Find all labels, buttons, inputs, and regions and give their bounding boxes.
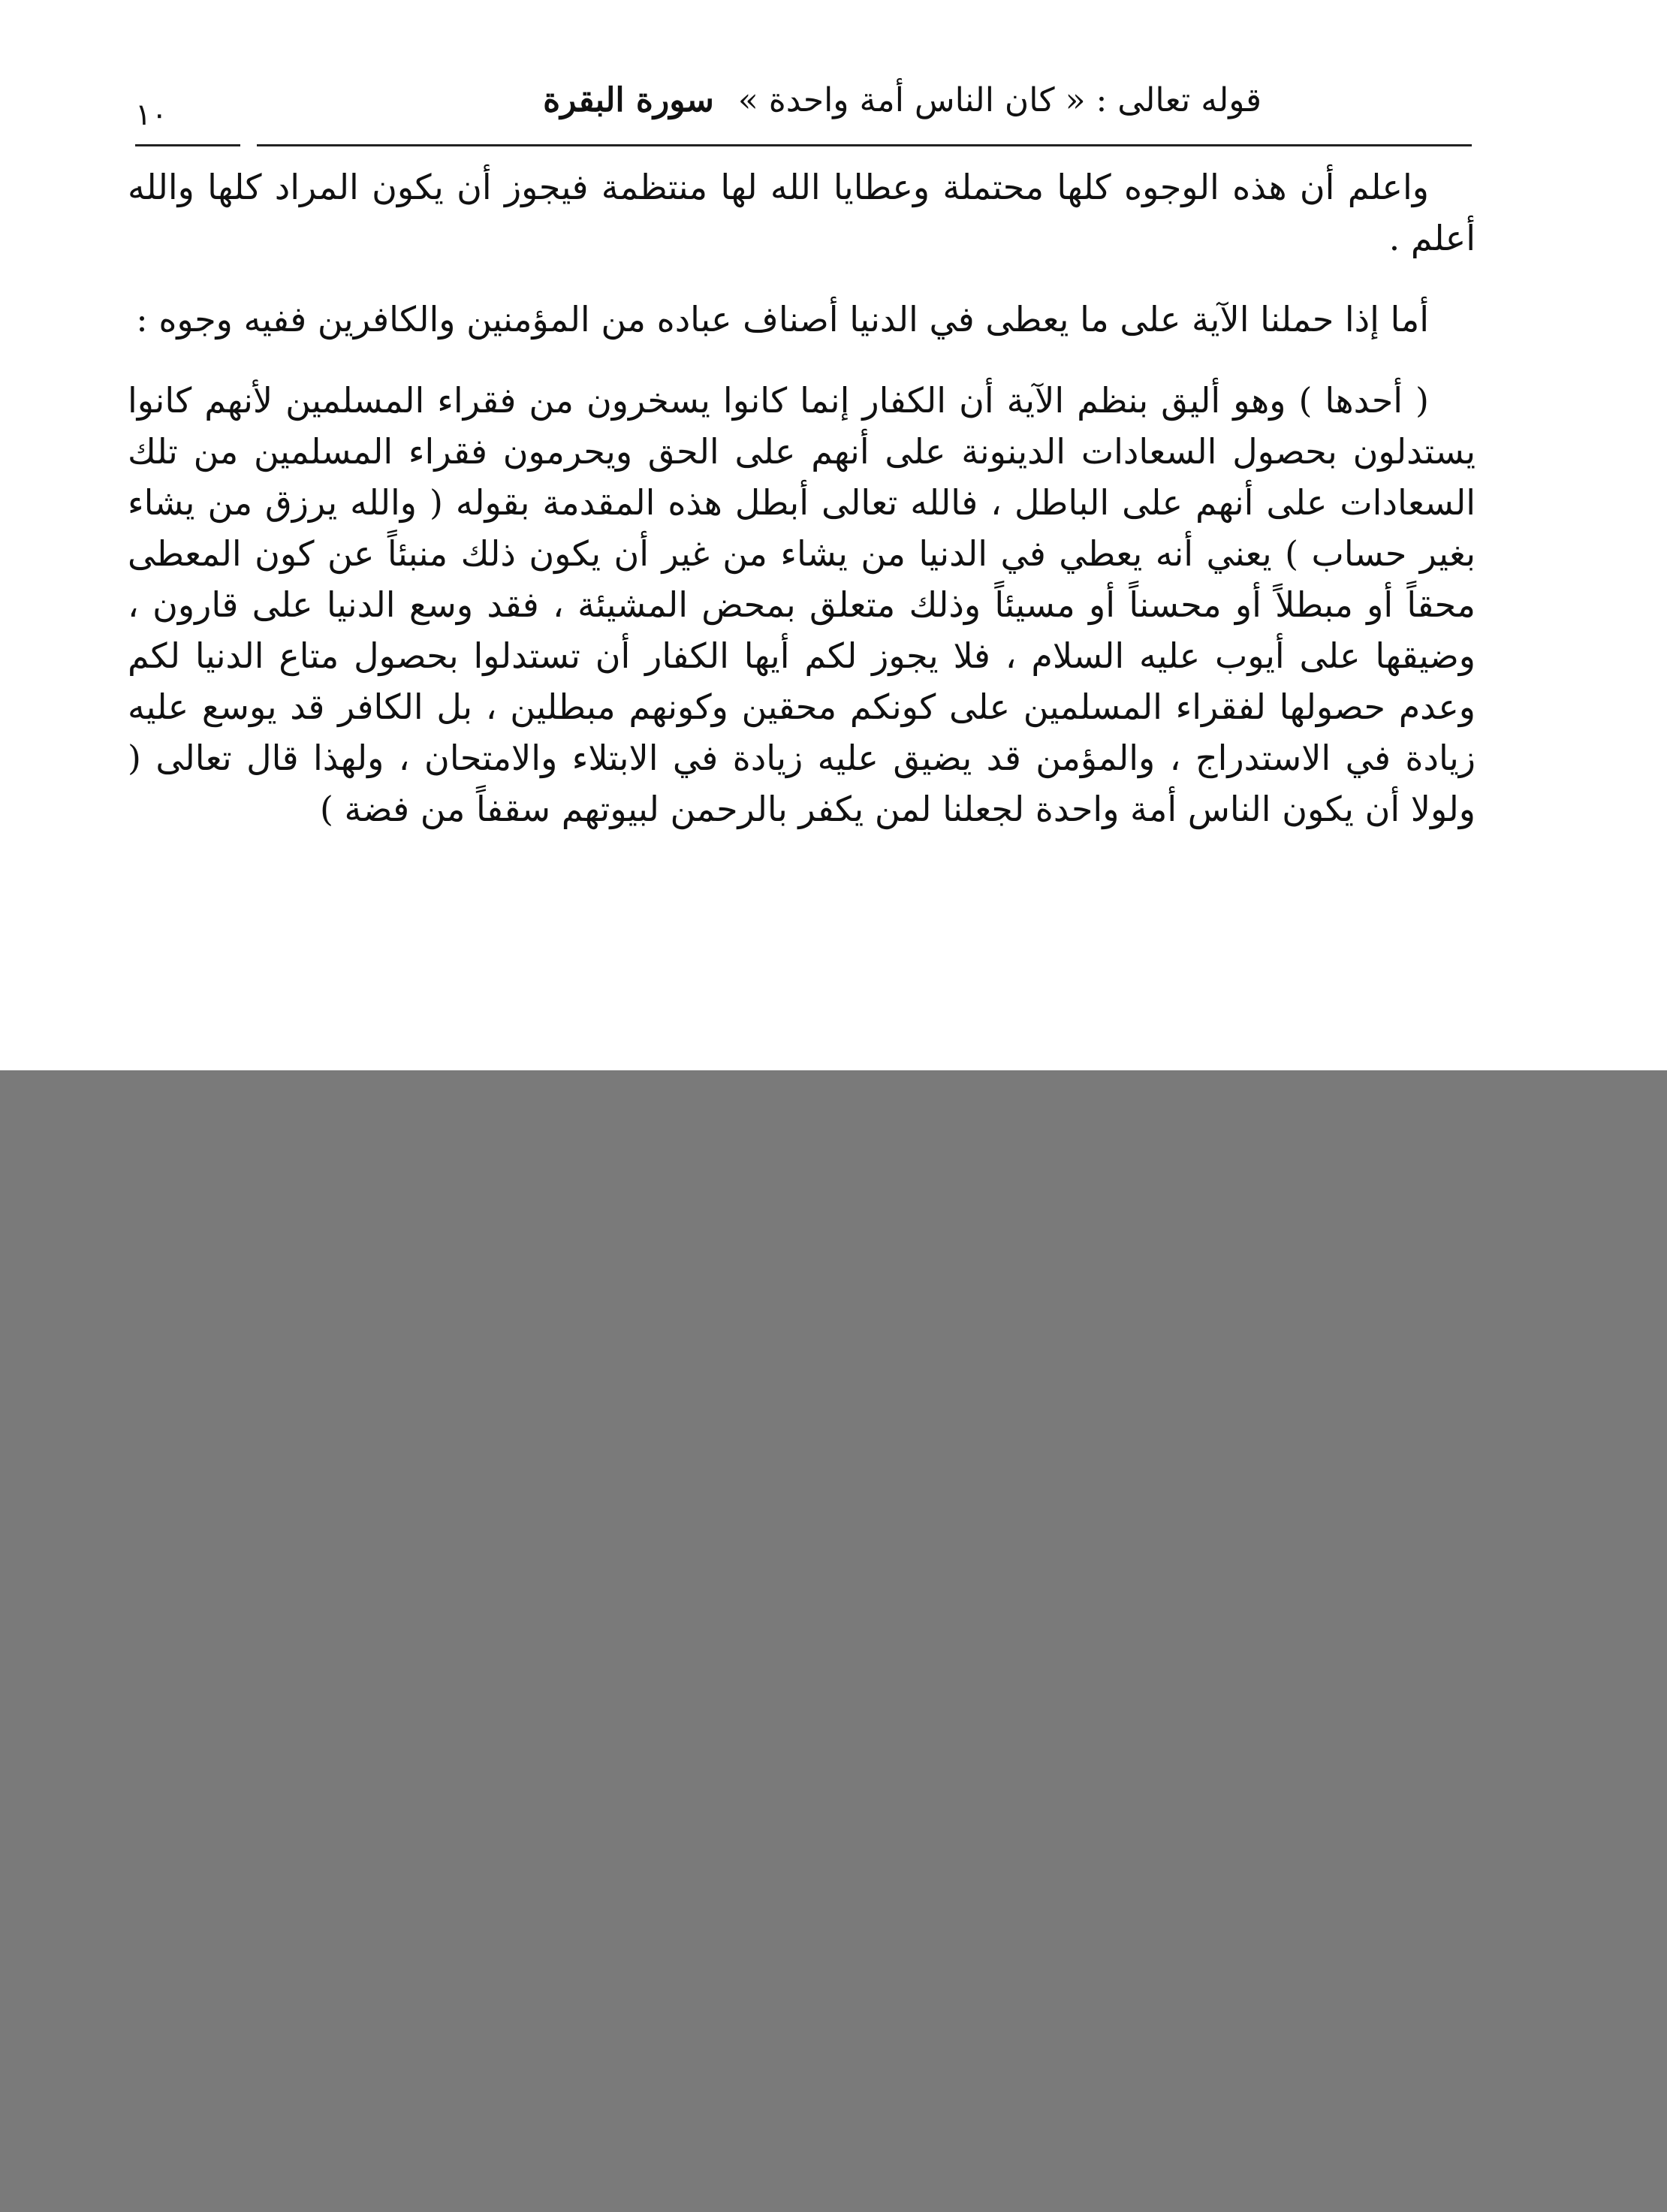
- header-title: قوله تعالى : « كان الناس أمة واحدة »: [737, 81, 1262, 119]
- page-number: ١٠: [135, 98, 167, 132]
- header-rule: [135, 144, 1472, 146]
- redaction-block: [0, 1070, 1667, 2212]
- header-rule-gap: [240, 140, 257, 150]
- paragraph: واعلم أن هذه الوجوه كلها محتملة وعطايا الله لها منتظمة فيجوز أن يكون المراد كلها والله أعلم .: [128, 167, 1476, 258]
- page-header: [135, 75, 1472, 143]
- paragraph: أما إذا حملنا الآية على ما يعطى في الدنيا أصناف عباده من المؤمنين والكافرين ففيه وجوه :: [136, 299, 1429, 339]
- surah-name: سورة البقرة: [543, 81, 714, 119]
- running-header: [543, 81, 1262, 119]
- body-text: [128, 161, 1476, 834]
- paragraph: ( أحدها ) وهو أليق بنظم الآية أن الكفار إنما كانوا يسخرون من فقراء المسلمين لأنهم كانوا يستدلون بحصول السعادات الدينونة على أنهم على الحق ويحرمون فقراء المسلمين من تلك السعادات على أنهم على الباطل ، فالله تعالى أبطل هذه المقدمة بقوله ( والله يرزق من يشاء بغير حساب ) يعني أنه يعطي في الدنيا من يشاء من غير أن يكون ذلك منبئاً عن كون المعطى محقاً أو مبطلاً أو محسناً أو مسيئاً وذلك متعلق بمحض المشيئة ، فقد وسع الدنيا على قارون ، وضيقها على أيوب عليه السلام ، فلا يجوز لكم أيها الكفار أن تستدلوا بحصول متاع الدنيا لكم وعدم حصولها لفقراء المسلمين على كونكم محقين وكونهم مبطلين ، بل الكافر قد يوسع عليه زيادة في الاستدراج ، والمؤمن قد يضيق عليه زيادة في الابتلاء والامتحان ، ولهذا قال تعالى ( ولولا أن يكون الناس أمة واحدة لجعلنا لمن يكفر بالرحمن لبيوتهم سقفاً من فضة ): [128, 380, 1476, 829]
